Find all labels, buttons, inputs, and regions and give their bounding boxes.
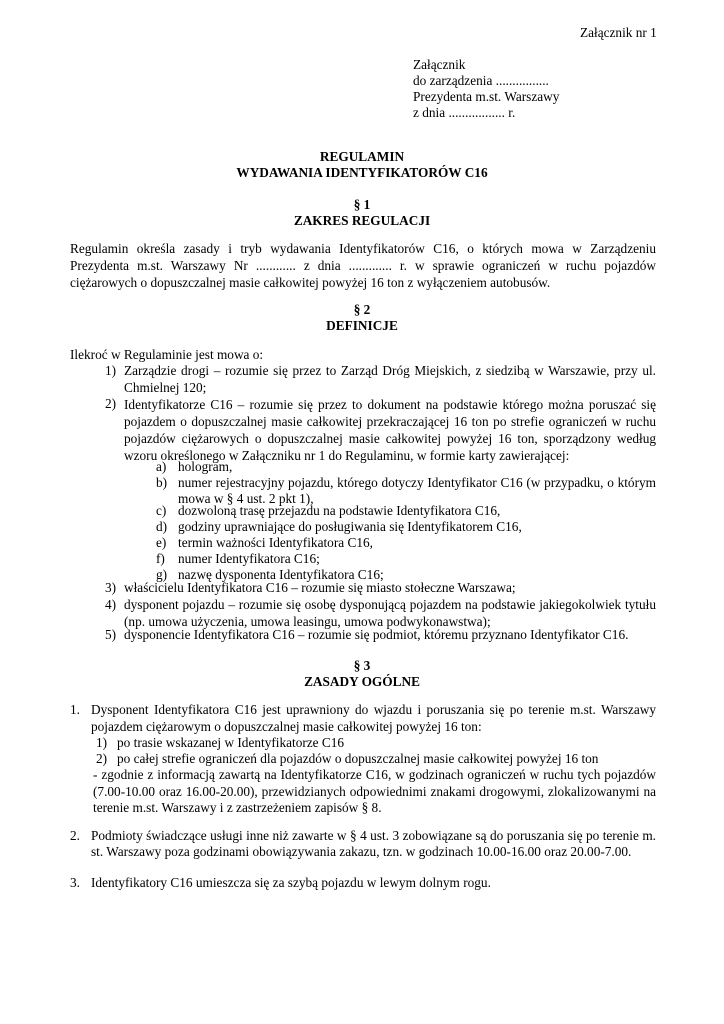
section-1-number: § 1	[353, 197, 371, 212]
section-2-intro: Ilekroć w Regulaminie jest mowa o:	[70, 347, 264, 362]
rule-1-sub-1-number: 1)	[96, 735, 108, 750]
subitem-f-text: numer Identyfikatora C16;	[178, 551, 320, 566]
section-3-heading: ZASADY OGÓLNE	[304, 674, 420, 689]
subitem-a-letter: a)	[156, 459, 167, 474]
definition-2-text: Identyfikatorze C16 – rozumie się przez to dokument na podstawie którego można poruszać się pojazdem o dopuszczalnej masie całkowitej przekraczającej 16 ton po strefie ograniczeń w ruchu pojazdów ciężarowych o dopuszczalnej masie całkowitej powyżej 16 ton, sporządzony według wzoru określonego w Załączniku nr 1 do Regulaminu, w formie karty zawierającej:	[124, 397, 656, 463]
definition-4-number: 4)	[105, 597, 117, 612]
attachment-number: Załącznik nr 1	[580, 25, 657, 40]
subitem-e-letter: e)	[156, 535, 167, 550]
subitem-f-letter: f)	[156, 551, 165, 566]
subitem-c-text: dozwoloną trasę przejazdu na podstawie Identyfikatora C16,	[178, 503, 501, 518]
subitem-b-text: numer rejestracyjny pojazdu, którego dotyczy Identyfikator C16 (w przypadku, o którym mowa w § 4 ust. 2 pkt 1),	[178, 475, 656, 506]
annex-line-4: z dnia ................. r.	[413, 105, 516, 120]
definition-3-number: 3)	[105, 580, 117, 595]
subitem-b-letter: b)	[156, 475, 168, 490]
rule-3-text: Identyfikatory C16 umieszcza się za szybą pojazdu w lewym dolnym rogu.	[91, 875, 491, 890]
annex-line-3: Prezydenta m.st. Warszawy	[413, 89, 560, 104]
subitem-g-text: nazwę dysponenta Identyfikatora C16;	[178, 567, 384, 582]
subitem-g-letter: g)	[156, 567, 168, 582]
section-3-number: § 3	[353, 658, 371, 673]
definition-2-number: 2)	[105, 396, 117, 411]
subitem-a-text: hologram,	[178, 459, 233, 474]
rule-2-number: 2.	[70, 828, 80, 843]
rule-2-text: Podmioty świadczące usługi inne niż zawarte w § 4 ust. 3 zobowiązane są do poruszania się po terenie m. st. Warszawy poza godzinami obowiązywania zakazu, tzn. w godzinach 10.00-16.00 oraz 20.00-7.00.	[91, 828, 656, 859]
rule-1-number: 1.	[70, 702, 80, 717]
rule-1-sub-1-text: po trasie wskazanej w Identyfikatorze C16	[117, 735, 345, 750]
definition-3-text: właścicielu Identyfikatora C16 – rozumie się miasto stołeczne Warszawa;	[124, 580, 516, 595]
subitem-c-letter: c)	[156, 503, 167, 518]
section-2-heading: DEFINICJE	[326, 318, 398, 333]
document-title-line-2: WYDAWANIA IDENTYFIKATORÓW C16	[236, 165, 488, 180]
rule-1-text: Dysponent Identyfikatora C16 jest uprawniony do wjazdu i poruszania się po terenie m.st. Warszawy pojazdem ciężarowym o dopuszczalnej masie całkowitej powyżej 16 ton:	[91, 702, 656, 734]
rule-3-number: 3.	[70, 875, 80, 890]
section-1-heading: ZAKRES REGULACJI	[293, 213, 431, 228]
definition-5-text: dysponencie Identyfikatora C16 – rozumie się podmiot, któremu przyznano Identyfikator C16.	[124, 627, 629, 642]
rule-1-sub-2-text: po całej strefie ograniczeń dla pojazdów o dopuszczalnej masie całkowitej powyżej 16 ton	[117, 751, 599, 766]
rule-1-sub-2-number: 2)	[96, 751, 108, 766]
annex-line-1: Załącznik	[413, 57, 466, 72]
document-title-line-1: REGULAMIN	[319, 149, 405, 164]
annex-line-2: do zarządzenia ................	[413, 73, 549, 88]
section-1-paragraph: Regulamin określa zasady i tryb wydawania Identyfikatorów C16, o których mowa w Zarządzeniu Prezydenta m.st. Warszawy Nr ............ z dnia ............. r. w sprawie ograniczeń w ruchu pojazdów ciężarowych o dopuszczalnej masie całkowitej powyżej 16 ton z wyłączeniem autobusów.	[70, 241, 656, 290]
section-2-number: § 2	[353, 302, 371, 317]
rule-1-note: - zgodnie z informacją zawartą na Identyfikatorze C16, w godzinach ograniczeń w ruchu tych pojazdów (7.00-10.00 oraz 16.00-20.00), przewidzianych odpowiednimi znakami drogowymi, zlokalizowanymi na terenie m.st. Warszawy i z zastrzeżeniem zapisów § 8.	[93, 767, 656, 815]
definition-1-text: Zarządzie drogi – rozumie się przez to Zarząd Dróg Miejskich, z siedzibą w Warszawie, przy ul. Chmielnej 120;	[124, 363, 656, 395]
subitem-d-text: godziny uprawniające do posługiwania się Identyfikatorem C16,	[178, 519, 522, 534]
subitem-d-letter: d)	[156, 519, 168, 534]
definition-5-number: 5)	[105, 627, 117, 642]
definition-1-number: 1)	[105, 363, 117, 378]
subitem-e-text: termin ważności Identyfikatora C16,	[178, 535, 373, 550]
definition-4-text: dysponent pojazdu – rozumie się osobę dysponującą pojazdem na podstawie jakiegokolwiek tytułu (np. umowa użyczenia, umowa leasingu, umowa podwykonawstwa);	[124, 597, 656, 629]
